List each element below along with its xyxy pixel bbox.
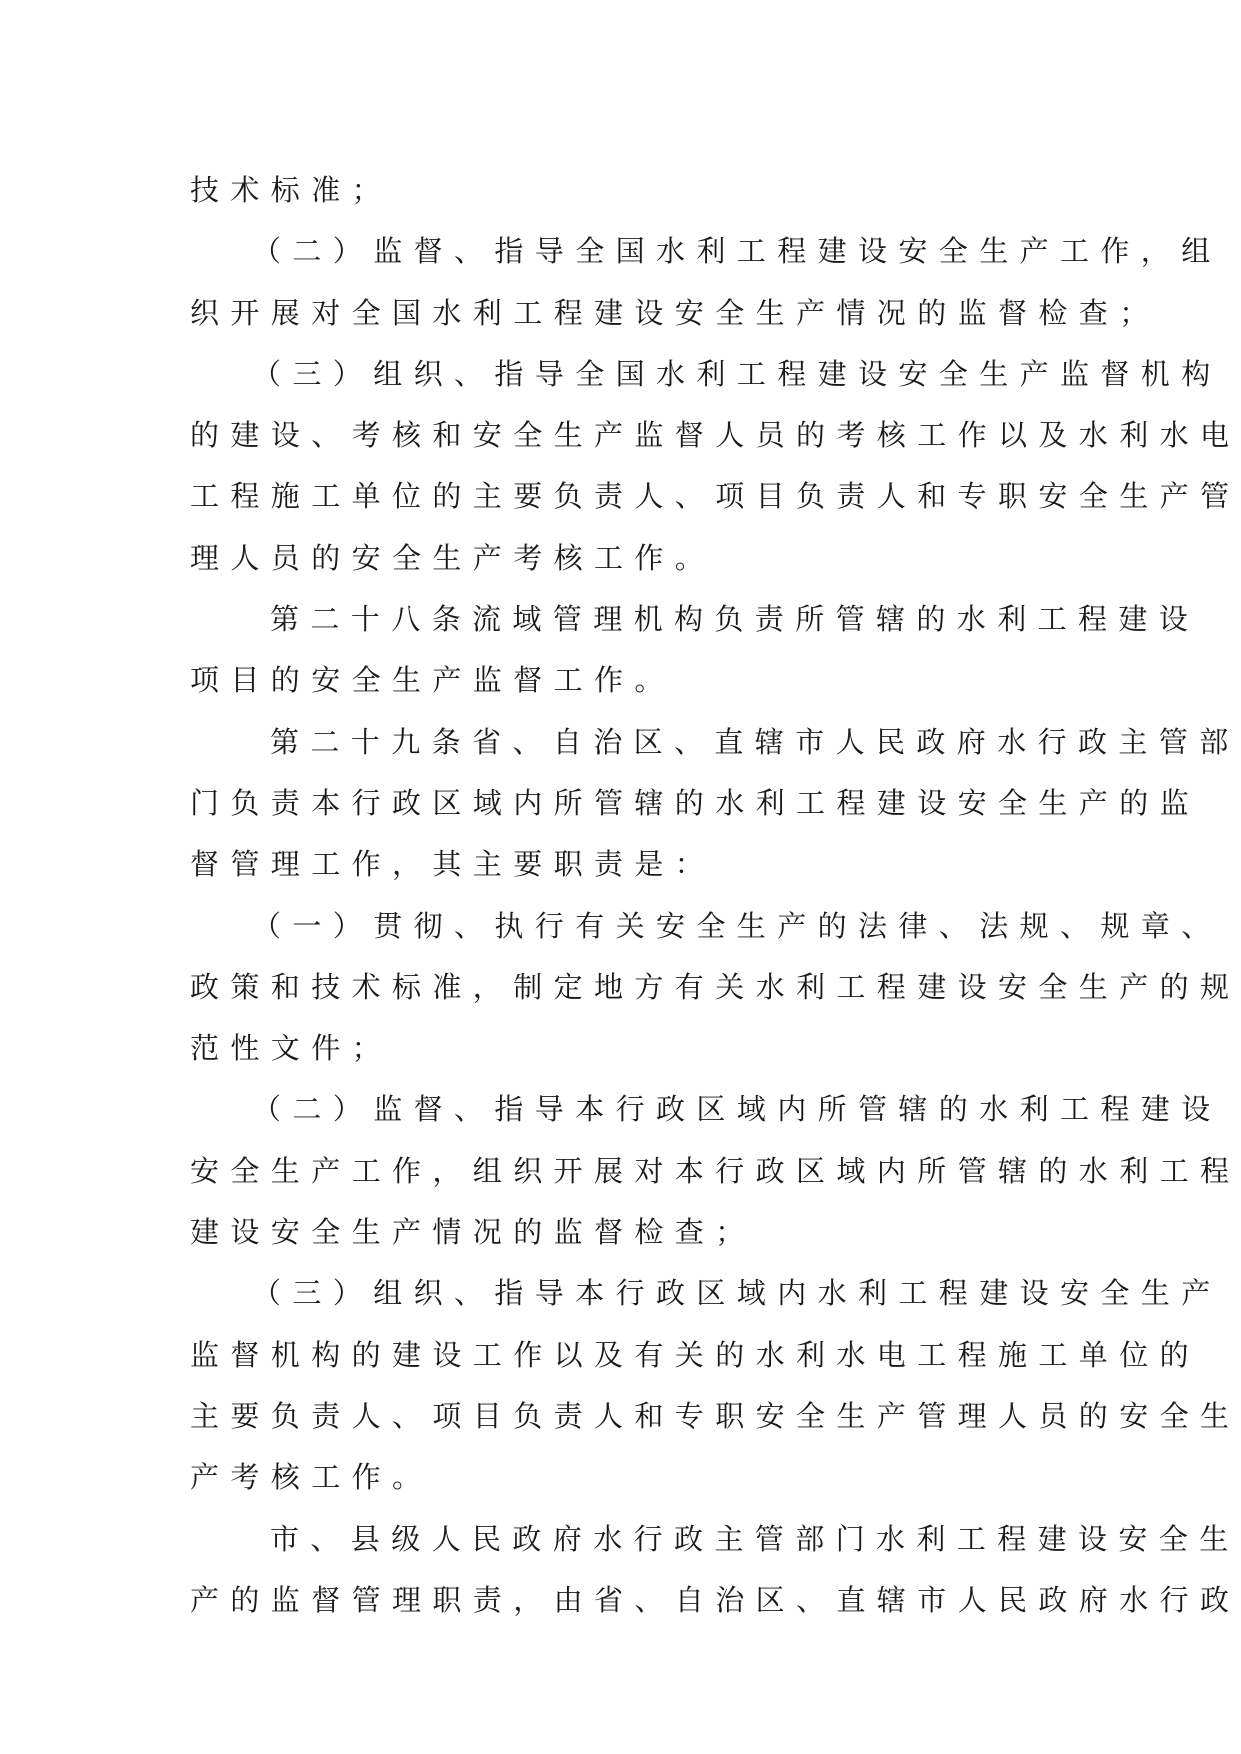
text-line: 督管理工作，其主要职责是： (190, 847, 716, 882)
text-line: 政策和技术标准，制定地方有关水利工程建设安全生产的规 (190, 969, 1241, 1004)
text-line: 的建设、考核和安全生产监督人员的考核工作以及水利水电 (190, 418, 1241, 453)
text-line: 范性文件； (190, 1031, 393, 1066)
document-body (190, 160, 1241, 1631)
text-line: （二）监督、指导全国水利工程建设安全生产工作，组 (252, 234, 1222, 269)
text-line: 市、县级人民政府水行政主管部门水利工程建设安全生 (270, 1521, 1240, 1556)
text-line: 工程施工单位的主要负责人、项目负责人和专职安全生产管 (190, 479, 1241, 514)
text-line: 安全生产工作，组织开展对本行政区域内所管辖的水利工程 (190, 1153, 1241, 1188)
text-line: 项目的安全生产监督工作。 (190, 663, 675, 698)
text-line: （一）贯彻、执行有关安全生产的法律、法规、规章、 (252, 908, 1222, 943)
text-line: 织开展对全国水利工程建设安全生产情况的监督检查； (190, 295, 1160, 330)
text-line: 主要负责人、项目负责人和专职安全生产管理人员的安全生 (190, 1398, 1241, 1433)
text-line: 建设安全生产情况的监督检查； (190, 1215, 756, 1250)
text-line: 产的监督管理职责，由省、自治区、直辖市人民政府水行政 (190, 1582, 1241, 1617)
text-line: 第二十八条流域管理机构负责所管辖的水利工程建设 (270, 602, 1200, 637)
text-line: 门负责本行政区域内所管辖的水利工程建设安全生产的监 (190, 785, 1201, 820)
text-line: 第二十九条省、自治区、直辖市人民政府水行政主管部 (270, 724, 1240, 759)
text-line: 理人员的安全生产考核工作。 (190, 540, 716, 575)
text-line: （三）组织、指导全国水利工程建设安全生产监督机构 (252, 356, 1222, 391)
text-line: （二）监督、指导本行政区域内所管辖的水利工程建设 (252, 1092, 1222, 1127)
text-line: 监督机构的建设工作以及有关的水利水电工程施工单位的 (190, 1337, 1201, 1372)
text-line: （三）组织、指导本行政区域内水利工程建设安全生产 (252, 1276, 1222, 1311)
text-line: 技术标准； (190, 173, 393, 207)
text-line: 产考核工作。 (190, 1460, 433, 1495)
